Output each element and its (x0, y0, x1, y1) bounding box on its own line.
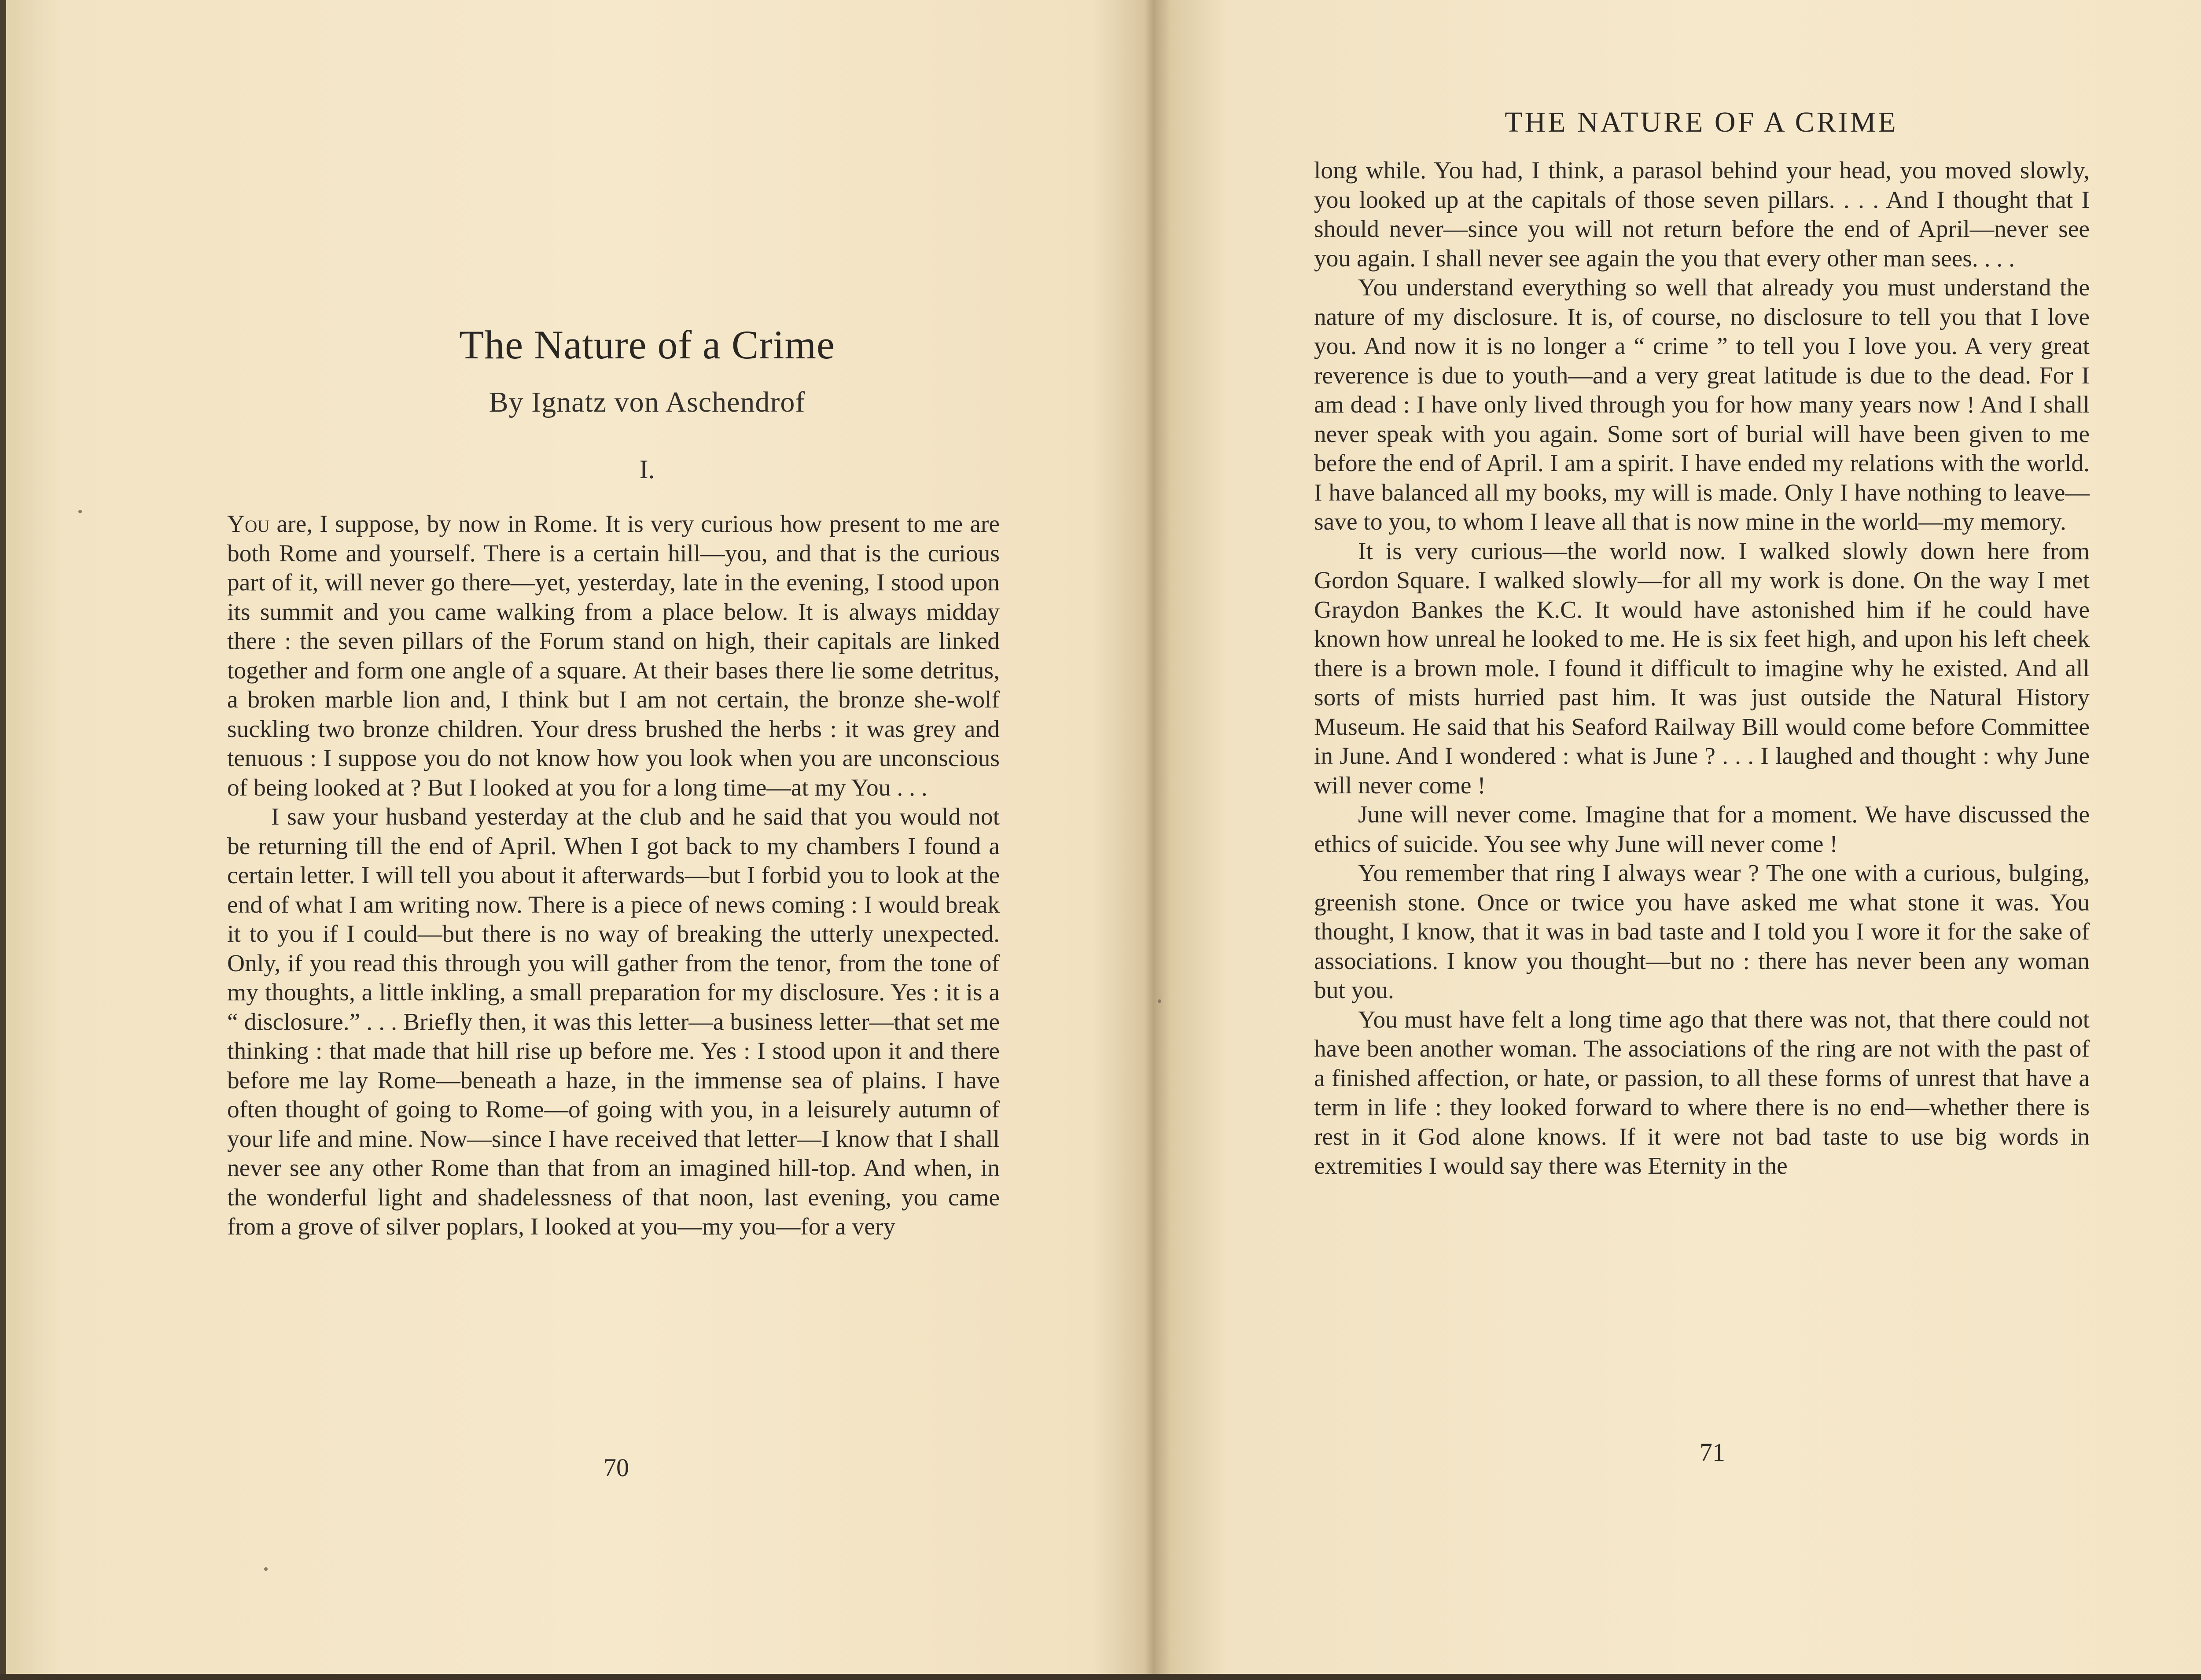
page-edge (1153, 1674, 2201, 1680)
paper-speck (1158, 999, 1161, 1003)
section-number: I. (639, 455, 655, 484)
paragraph: You must have felt a long time ago that there was not, that there could not have been another woman. The associations of the ring are not with the past of a finished affection, or hate, or passion, to all these forms of unrest that have a term in life : they looked forward to where there is no end—whether there is rest in it God alone knows. If it were not bad taste to use big words in extremities I would say there was Eternity in the (1314, 1006, 2090, 1179)
paper-speck (264, 1567, 268, 1571)
paragraph: It is very curious—the world now. I walked slowly down here from Gordon Square. I walked slowly—for all my work is done. On the way I met Graydon Bankes the K.C. It would have astonished him if he could have known how unreal he looked to me. He is six feet high, and upon his left cheek there is a brown mole. I found it difficult to imagine why he existed. And all sorts of mists hurried past him. It was just outside the Natural History Museum. He said that his Seaford Railway Bill would come before Committee in June. And I wondered : what is June ? . . . I laughed and thought : why June will never come ! (1314, 538, 2090, 799)
right-page (1153, 0, 2201, 1680)
title-block (229, 321, 1065, 485)
paragraph: June will never come. Imagine that for a moment. We have discussed the ethics of suicide. You see why June will never come ! (1314, 801, 2090, 858)
page-number-right: 71 (1700, 1438, 1725, 1466)
page-edge (0, 1674, 1153, 1680)
paragraph: I saw your husband yesterday at the club and he said that you would not be returning till the end of April. When I got back to my chambers I found a certain letter. I will tell you about it afterwards—but I forbid you to look at the end of what I am writing now. There is a piece of news coming : I would break it to you if I could—but there is no way of breaking the utterly unexpected. Only, if you read this through you will gather from the tenor, from the tone of my thoughts, a little inkling, a small preparation for my disclosure. Yes : it is a “ disclosure.” . . . Briefly then, it was this letter—a business letter—that set me thinking : that made that hill rise up before me. Yes : I stood upon it and there before me lay Rome—beneath a haze, in the immense sea of plains. I have often thought of going to Rome—of going with you, in a leisurely autumn of your life and mine. Now—since I have received that letter—I know that I shall never see any other Rome than that from an imagined hill-top. And when, in the wonderful light and shadelessness of that noon, last evening, you came from a grove of silver poplars, I looked at you—my you—for a very (227, 803, 1000, 1240)
first-word: You (227, 511, 270, 538)
running-head: THE NATURE OF A CRIME (1505, 106, 1898, 138)
paragraph: You remember that ring I always wear ? The one with a curious, bulging, greenish stone. Once or twice you have asked me what stone it was. You thought, I know, that it was in bad taste and I told you I wore it for the sake of associations. I know you thought—but no : there has never been any woman but you. (1314, 860, 2090, 1004)
paragraph-text: are, I suppose, by now in Rome. It is very curious how present to me are both Rome and yourself. There is a certain hill—you, and that is the curious part of it, will never go there—yet, yesterday, late in the evening, I stood upon its summit and you came walking from a place below. It is always midday there : the seven pillars of the Forum stand on high, their capitals are linked together and form one angle of a square. At their bases there lie some detritus, a broken marble lion and, I think but I am not certain, the bronze she-wolf suckling two bronze children. Your dress brushed the herbs : it was grey and tenuous : I suppose you do not know how you look when you are unconscious of being looked at ? But I looked at you for a long time—at my You . . . (227, 511, 1000, 801)
paragraph (227, 510, 1000, 803)
paragraph: You understand everything so well that already you must understand the nature of my disclosure. It is, of course, no disclosure to tell you that I love you. And now it is no longer a “ crime ” to tell you I love you. A very great reverence is due to youth—and a very great latitude is due to the dead. For I am dead : I have only lived through you for how many years now ! And I shall never speak with you again. Some sort of burial will have been given to me before the end of April. I am a spirit. I have ended my relations with the world. I have balanced all my books, my will is made. Only I have nothing to leave—save to you, to whom I leave all that is now mine in the world—my memory. (1314, 274, 2090, 535)
paper-speck (78, 510, 82, 513)
byline: By Ignatz von Aschendrof (489, 386, 806, 418)
left-text-column (227, 510, 1000, 1242)
story-title: The Nature of a Crime (459, 322, 835, 367)
page-number-left: 70 (604, 1453, 629, 1482)
right-text-column (1314, 156, 2090, 1181)
paragraph: long while. You had, I think, a parasol behind your head, you moved slowly, you looked up at the capitals of those seven pillars. . . . And I thought that I should never—since you will not return before the end of April—never see you again. I shall never see again the you that every other man sees. . . . (1314, 157, 2090, 272)
